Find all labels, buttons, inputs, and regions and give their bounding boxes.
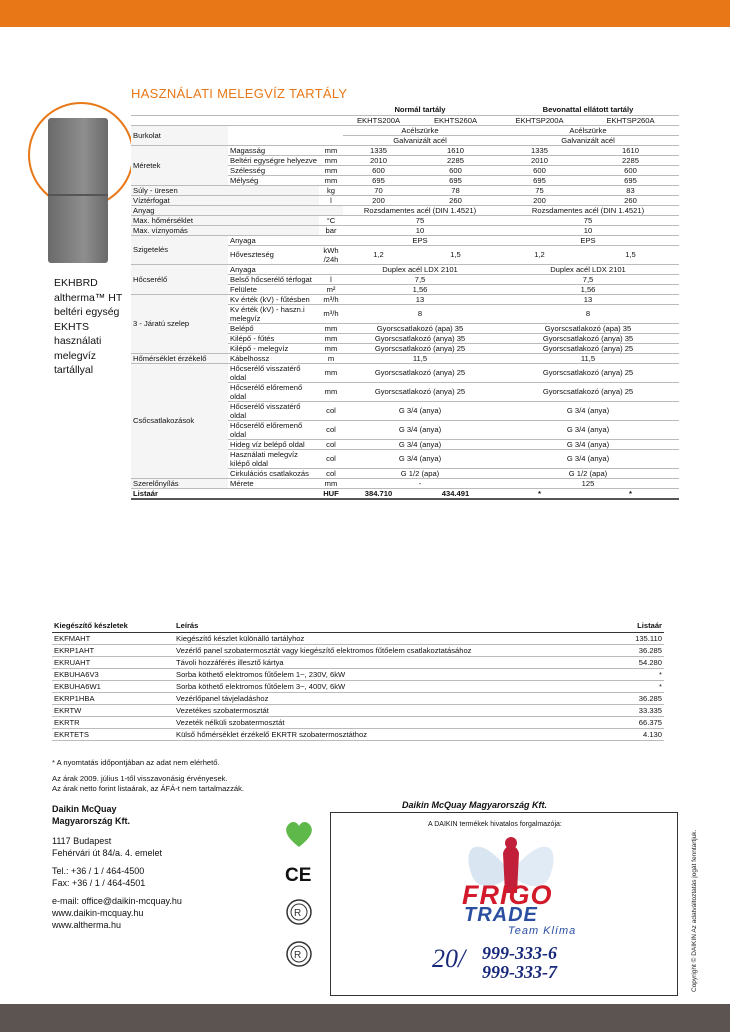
code-cell: EKBUHA6W1 <box>52 680 174 692</box>
cell: G 3/4 (anya) <box>497 439 679 449</box>
unit: HUF <box>319 488 343 499</box>
sub-label: Hőcserélő előremenő oldal <box>228 420 319 439</box>
cell: - <box>343 478 497 488</box>
sub-label: Mérete <box>228 478 319 488</box>
cell: 7,5 <box>497 274 679 284</box>
row-label: Anyag <box>131 205 343 215</box>
sub-label: Kv érték (kV) - fűtésben <box>228 294 319 304</box>
cell: 11,5 <box>343 353 497 363</box>
dealer-header: Daikin McQuay Magyarország Kft. <box>402 800 548 810</box>
cell: Acélszürke <box>343 125 497 135</box>
cell: 83 <box>582 185 679 195</box>
cell: Gyorscsatlakozó (anya) 25 <box>497 343 679 353</box>
cell: 695 <box>343 175 414 185</box>
accessories-table <box>52 620 664 741</box>
row-label: Súly - üresen <box>131 185 319 195</box>
cell: G 3/4 (anya) <box>343 401 497 420</box>
cell: Gyorscsatlakozó (anya) 35 <box>497 333 679 343</box>
cell: EPS <box>343 235 497 245</box>
cell: Gyorscsatlakozó (anya) 25 <box>497 363 679 382</box>
cell: 2010 <box>343 155 414 165</box>
cell: Gyorscsatlakozó (apa) 35 <box>343 323 497 333</box>
cell: 1335 <box>343 145 414 155</box>
row-label: Burkolat <box>131 125 228 145</box>
unit: °C <box>319 215 343 225</box>
product-image <box>48 102 128 272</box>
table-row <box>52 668 664 680</box>
web-link[interactable]: www.daikin-mcquay.hu <box>52 908 144 918</box>
price-cell: * <box>584 680 664 692</box>
code-cell: EKFMAHT <box>52 632 174 644</box>
sub-label: Anyaga <box>228 264 319 274</box>
phone-number: 999-333-7 <box>482 962 557 982</box>
cell: 75 <box>343 215 497 225</box>
cell: G 1/2 (apa) <box>497 468 679 478</box>
price-cell: * <box>497 488 582 499</box>
cell: 260 <box>582 195 679 205</box>
sub-label: Hőcserélő előremenő oldal <box>228 382 319 401</box>
quality-seal-icon <box>278 940 320 968</box>
cell: 200 <box>343 195 414 205</box>
cell: 1,56 <box>343 284 497 294</box>
sub-label: Belépő <box>228 323 319 333</box>
row-label: Max. víznyomás <box>131 225 319 235</box>
desc-cell: Kiegészítő készlet különálló tartályhoz <box>174 632 584 644</box>
code-cell: EKRTETS <box>52 728 174 740</box>
team-klima-text: Team Klíma <box>508 925 577 937</box>
sub-label: Szélesség <box>228 165 319 175</box>
desc-cell: Vezérlőpanel távjeladáshoz <box>174 692 584 704</box>
unit: l <box>319 195 343 205</box>
code-cell: EKRTR <box>52 716 174 728</box>
tank-unit <box>48 118 108 263</box>
frigo-logo-text: FRIGO <box>462 880 553 910</box>
cell: Gyorscsatlakozó (apa) 35 <box>497 323 679 333</box>
sub-label: Anyaga <box>228 235 319 245</box>
table-row <box>52 632 664 644</box>
table-row <box>52 716 664 728</box>
sub-label: Cirkulációs csatlakozás <box>228 468 319 478</box>
group-header: Bevonattal ellátott tartály <box>497 105 679 115</box>
cell: G 3/4 (anya) <box>497 449 679 468</box>
cell: Duplex acél LDX 2101 <box>497 264 679 274</box>
cell: 10 <box>497 225 679 235</box>
price-cell: * <box>584 668 664 680</box>
table-row <box>52 692 664 704</box>
unit: mm <box>319 382 343 401</box>
desc-cell: Sorba köthető elektromos fűtőelem 1~, 230V, 6kW <box>174 668 584 680</box>
sub-label: Beltéri egységre helyezve <box>228 155 319 165</box>
cell: 13 <box>497 294 679 304</box>
sub-label: Hideg víz belépő oldal <box>228 439 319 449</box>
unit: l <box>319 274 343 284</box>
address-line: 1117 Budapest <box>52 836 112 846</box>
svg-text:CE: CE <box>285 865 312 884</box>
caption-line: EKHTS <box>54 320 90 333</box>
price-cell: 36.285 <box>584 692 664 704</box>
quality-seal-icon <box>278 898 320 926</box>
group-header: Normál tartály <box>343 105 497 115</box>
cell: 70 <box>343 185 414 195</box>
page-title: HASZNÁLATI MELEGVÍZ TARTÁLY <box>131 86 348 101</box>
unit: mm <box>319 363 343 382</box>
cell: 8 <box>497 304 679 323</box>
sub-label: Kilépő - fűtés <box>228 333 319 343</box>
company-info <box>52 803 182 931</box>
footer-bar <box>0 1004 730 1032</box>
cell: 1,2 <box>343 245 414 264</box>
cell: 75 <box>497 215 679 225</box>
svg-text:R: R <box>294 950 302 961</box>
cell: 1,5 <box>414 245 497 264</box>
desc-cell: Távoli hozzáférés illesztő kártya <box>174 656 584 668</box>
unit: m³/h <box>319 294 343 304</box>
cell: Gyorscsatlakozó (anya) 35 <box>343 333 497 343</box>
row-label: Víztérfogat <box>131 195 319 205</box>
phone-line: Tel.: +36 / 1 / 464-4500 <box>52 866 145 876</box>
unit: col <box>319 420 343 439</box>
sub-label: Belső hőcserélő térfogat <box>228 274 319 284</box>
cell: 125 <box>497 478 679 488</box>
desc-cell: Vezérlő panel szobatermosztát vagy kiegészítő elektromos fűtőelem csatlakoztatásához <box>174 644 584 656</box>
unit: mm <box>319 323 343 333</box>
row-label: Méretek <box>131 145 228 185</box>
table-row <box>52 728 664 740</box>
unit: m <box>319 353 343 363</box>
price-cell: 36.285 <box>584 644 664 656</box>
row-label: Hőmérséklet érzékelő <box>131 353 228 363</box>
cell: Galvanizált acél <box>343 135 497 145</box>
price-cell: 54.280 <box>584 656 664 668</box>
caption-line: melegvíz <box>54 349 97 362</box>
cell: 8 <box>343 304 497 323</box>
code-cell: EKBUHA6V3 <box>52 668 174 680</box>
unit: mm <box>319 145 343 155</box>
sub-label: Hőcserélő visszatérő oldal <box>228 363 319 382</box>
certification-marks <box>278 816 320 982</box>
column-header: Kiegészítő készletek <box>52 620 174 632</box>
sub-label: Kv érték (kV) - haszn.i melegvíz <box>228 304 319 323</box>
table-row <box>52 680 664 692</box>
cell: G 3/4 (anya) <box>497 401 679 420</box>
sub-label: Kilépő - melegvíz <box>228 343 319 353</box>
spec-table <box>131 105 679 500</box>
cell: 600 <box>582 165 679 175</box>
row-label: Szerelőnyílás <box>131 478 228 488</box>
cell: 2285 <box>414 155 497 165</box>
cell: 75 <box>497 185 582 195</box>
cell: Gyorscsatlakozó (anya) 25 <box>497 382 679 401</box>
desc-cell: Külső hőmérséklet érzékelő EKRTR szobatermosztáthoz <box>174 728 584 740</box>
cell: 1,5 <box>582 245 679 264</box>
cell: 260 <box>414 195 497 205</box>
column-header: Leírás <box>174 620 584 632</box>
code-cell: EKRP1HBA <box>52 692 174 704</box>
cell: 695 <box>582 175 679 185</box>
table-row <box>52 644 664 656</box>
cell: Acélszürke <box>497 125 679 135</box>
model-header: EKHTSP260A <box>582 115 679 125</box>
tank-seam <box>48 194 108 196</box>
desc-cell: Sorba köthető elektromos fűtőelem 3~, 400V, 6kW <box>174 680 584 692</box>
cell: Duplex acél LDX 2101 <box>343 264 497 274</box>
phone-prefix: 20/ <box>432 944 466 973</box>
cell: 695 <box>497 175 582 185</box>
cell: Gyorscsatlakozó (anya) 25 <box>343 363 497 382</box>
cell: G 3/4 (anya) <box>497 420 679 439</box>
desc-cell: Vezeték nélküli szobatermosztát <box>174 716 584 728</box>
email-link[interactable]: e-mail: office@daikin-mcquay.hu <box>52 896 182 906</box>
cell: 13 <box>343 294 497 304</box>
unit: m² <box>319 284 343 294</box>
unit: bar <box>319 225 343 235</box>
model-header: EKHTS260A <box>414 115 497 125</box>
sub-label: Magasság <box>228 145 319 155</box>
cell: 600 <box>497 165 582 175</box>
cell: Galvanizált acél <box>497 135 679 145</box>
unit: mm <box>319 175 343 185</box>
model-header: EKHTS200A <box>343 115 414 125</box>
column-header: Listaár <box>584 620 664 632</box>
cell: 2010 <box>497 155 582 165</box>
unit: mm <box>319 155 343 165</box>
svg-text:R: R <box>294 908 302 919</box>
note-line: Az árak netto forint listaárak, az ÁFÁ-t nem tartalmazzák. <box>52 784 245 793</box>
row-label: Szigetelés <box>131 235 228 264</box>
cell: 1335 <box>497 145 582 155</box>
cell: 2285 <box>582 155 679 165</box>
sub-label: Használati melegvíz kilépő oldal <box>228 449 319 468</box>
unit: m³/h <box>319 304 343 323</box>
cell: 10 <box>343 225 497 235</box>
fax-line: Fax: +36 / 1 / 464-4501 <box>52 878 146 888</box>
note-line: Az árak 2009. július 1-től visszavonásig érvényesek. <box>52 774 228 783</box>
unit: kWh /24h <box>319 245 343 264</box>
copyright-text: Copyright © DAIKIN Az adatváltoztatás jogát fenntartjuk. <box>691 829 698 992</box>
unit: kg <box>319 185 343 195</box>
phone-number: 999-333-6 <box>482 943 557 963</box>
cell: G 3/4 (anya) <box>343 439 497 449</box>
company-name: Magyarország Kft. <box>52 816 131 826</box>
row-label: Csőcsatlakozások <box>131 363 228 478</box>
row-label: 3 - Járatú szelep <box>131 294 228 353</box>
row-label: Hőcserélő <box>131 264 228 294</box>
price-cell: 135.110 <box>584 632 664 644</box>
cell: Rozsdamentes acél (DIN 1.4521) <box>343 205 497 215</box>
price-cell: 66.375 <box>584 716 664 728</box>
cell: 1610 <box>582 145 679 155</box>
sub-label: Mélység <box>228 175 319 185</box>
green-heart-icon <box>278 816 320 850</box>
trade-logo-text: TRADE <box>464 904 538 926</box>
top-orange-bar <box>0 0 730 27</box>
desc-cell: Vezetékes szobatermosztát <box>174 704 584 716</box>
cell: Gyorscsatlakozó (anya) 25 <box>343 343 497 353</box>
price-cell: 384.710 <box>343 488 414 499</box>
unit: mm <box>319 343 343 353</box>
unit: col <box>319 449 343 468</box>
cell: 7,5 <box>343 274 497 284</box>
caption-line: EKHBRD <box>54 277 98 289</box>
sub-label: Hőveszteség <box>228 245 319 264</box>
sub-label: Hőcserélő visszatérő oldal <box>228 401 319 420</box>
unit: mm <box>319 333 343 343</box>
cell: G 3/4 (anya) <box>343 449 497 468</box>
cell: 1,2 <box>497 245 582 264</box>
cell: 11,5 <box>497 353 679 363</box>
address-line: Fehérvári út 84/a. 4. emelet <box>52 848 163 858</box>
price-cell: 4.130 <box>584 728 664 740</box>
code-cell: EKRUAHT <box>52 656 174 668</box>
ce-mark-icon <box>278 864 320 884</box>
code-cell: EKRP1AHT <box>52 644 174 656</box>
unit: col <box>319 439 343 449</box>
price-cell: * <box>582 488 679 499</box>
table-row <box>52 656 664 668</box>
table-row <box>52 704 664 716</box>
code-cell: EKRTW <box>52 704 174 716</box>
cell: 200 <box>497 195 582 205</box>
caption-line: tartállyal <box>54 364 94 376</box>
model-header: EKHTSP200A <box>497 115 582 125</box>
cell: 1,56 <box>497 284 679 294</box>
cell: EPS <box>497 235 679 245</box>
sub-label: Felülete <box>228 284 319 294</box>
row-label: Max. hőmérséklet <box>131 215 319 225</box>
sub-label: Kábelhossz <box>228 353 319 363</box>
dealer-subtitle: A DAIKIN termékek hivatalos forgalmazója: <box>428 821 562 828</box>
cell: 600 <box>343 165 414 175</box>
cell: 600 <box>414 165 497 175</box>
cell: 78 <box>414 185 497 195</box>
cell: G 3/4 (anya) <box>343 420 497 439</box>
cell: Gyorscsatlakozó (anya) 25 <box>343 382 497 401</box>
unit: col <box>319 468 343 478</box>
cell: G 1/2 (apa) <box>343 468 497 478</box>
note-line: * A nyomtatás időpontjában az adat nem elérhető. <box>52 758 220 767</box>
notes <box>52 758 244 794</box>
unit: col <box>319 401 343 420</box>
unit: mm <box>319 165 343 175</box>
price-cell: 434.491 <box>414 488 497 499</box>
caption-line: beltéri egység <box>54 306 120 318</box>
row-label: Listaár <box>131 488 319 499</box>
caption-line: altherma™ HT <box>54 291 123 304</box>
caption-line: használati <box>54 335 102 347</box>
web-link[interactable]: www.altherma.hu <box>52 920 122 930</box>
cell: 1610 <box>414 145 497 155</box>
cell: Rozsdamentes acél (DIN 1.4521) <box>497 205 679 215</box>
company-name: Daikin McQuay <box>52 804 117 814</box>
cell: 695 <box>414 175 497 185</box>
price-cell: 33.335 <box>584 704 664 716</box>
unit: mm <box>319 478 343 488</box>
